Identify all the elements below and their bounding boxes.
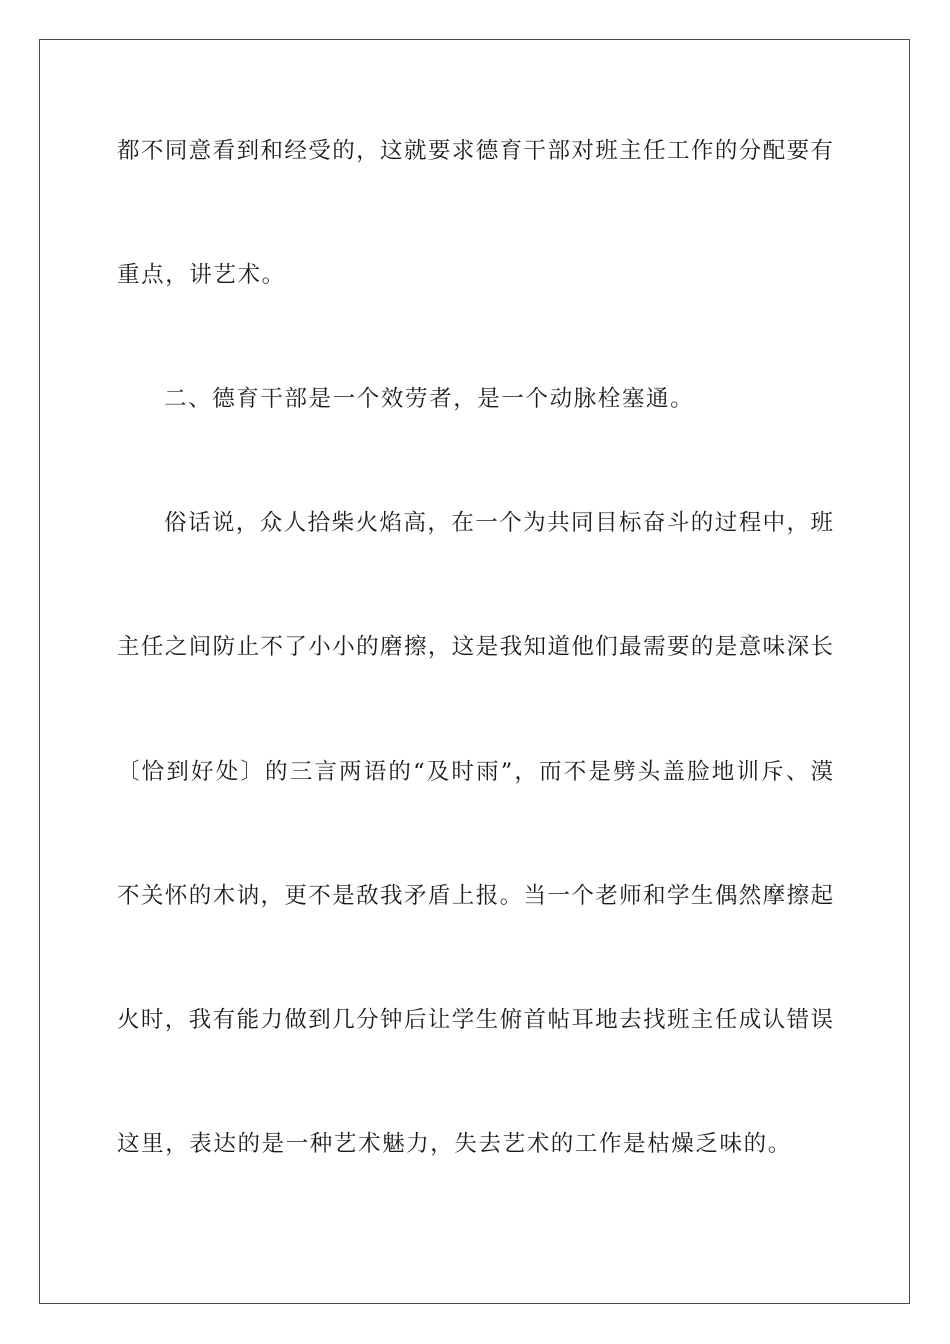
text-line: 重点，讲艺术。 — [117, 262, 286, 288]
text-line: 俗话说，众人拾柴火焰高，在一个为共同目标奋斗的过程中，班 — [164, 510, 833, 536]
section-heading: 二、德育干部是一个效劳者，是一个动脉栓塞通。 — [164, 386, 695, 412]
text-line: 这里，表达的是一种艺术魅力，失去艺术的工作是枯燥乏味的。 — [117, 1131, 792, 1157]
text-line: 不关怀的木讷，更不是敌我矛盾上报。当一个老师和学生偶然摩擦起 — [117, 883, 833, 909]
text-line: 主任之间防止不了小小的磨擦，这是我知道他们最需要的是意味深长 — [117, 634, 833, 660]
text-line: 都不同意看到和经受的，这就要求德育干部对班主任工作的分配要有 — [117, 138, 833, 164]
page-border — [39, 39, 910, 1304]
text-line: 〔恰到好处〕的三言两语的“及时雨”，而不是劈头盖脸地训斥、漠 — [117, 759, 833, 785]
text-line: 火时，我有能力做到几分钟后让学生俯首帖耳地去找班主任成认错误 — [117, 1007, 833, 1033]
